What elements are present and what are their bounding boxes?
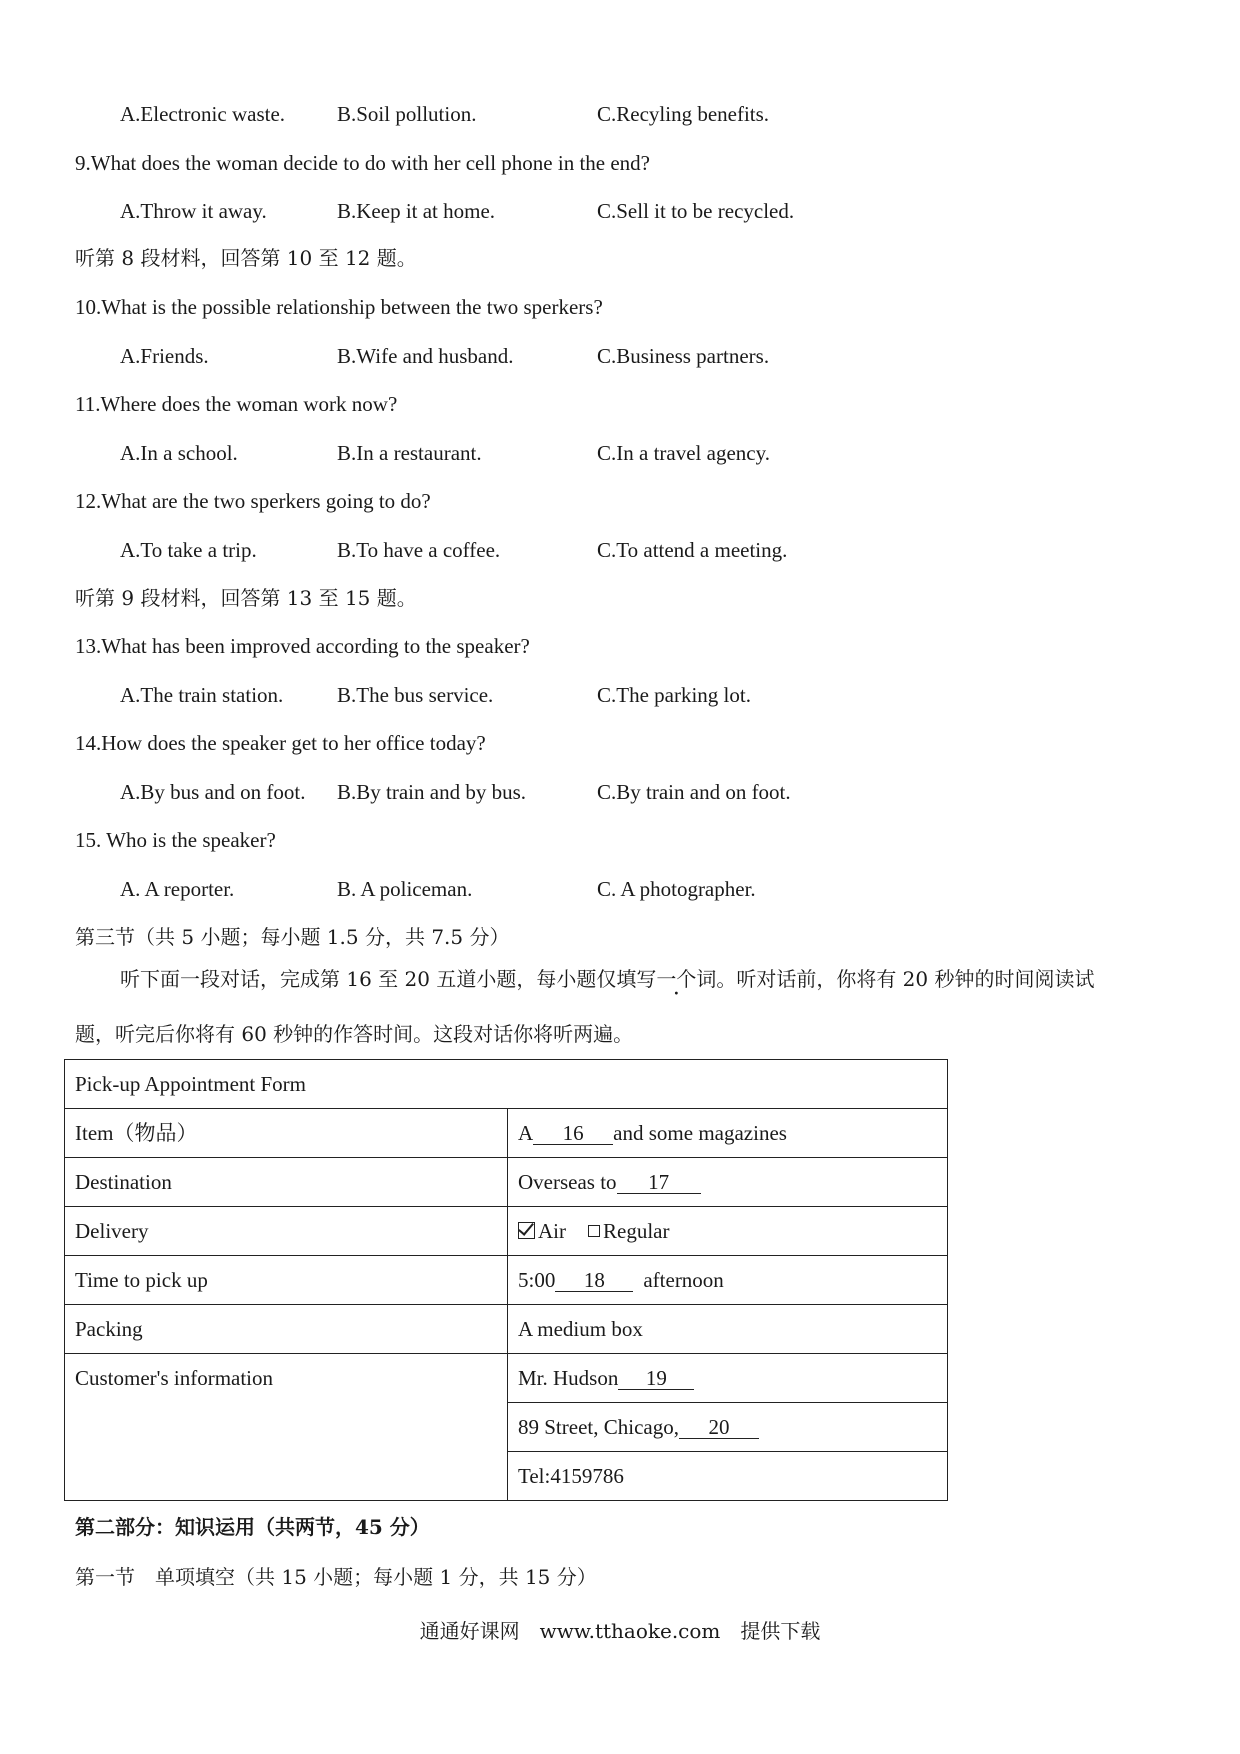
q8-option-c: C.Recyling benefits. bbox=[597, 102, 770, 126]
delivery-air: Air bbox=[538, 1219, 566, 1243]
part2-section1-heading: 第一节 单项填空（共 15 小题；每小题 1 分，共 15 分） bbox=[75, 1565, 597, 1589]
form-row-time bbox=[65, 1256, 948, 1305]
q14-option-b: B.By train and by bus. bbox=[337, 780, 526, 804]
q15-option-b: B. A policeman. bbox=[337, 877, 473, 901]
q14-option-a: A.By bus and on foot. bbox=[120, 780, 306, 804]
item-value bbox=[508, 1109, 948, 1158]
packing-label: Packing bbox=[65, 1305, 508, 1354]
item-post: and some magazines bbox=[613, 1121, 787, 1145]
form-title: Pick-up Appointment Form bbox=[65, 1060, 948, 1109]
q10-option-a: A.Friends. bbox=[120, 344, 209, 368]
customer-label: Customer's information bbox=[65, 1354, 508, 1501]
q9-option-c: C.Sell it to be recycled. bbox=[597, 199, 795, 223]
q11-question: 11.Where does the woman work now? bbox=[75, 392, 398, 416]
blank-18[interactable]: 18 bbox=[555, 1269, 633, 1292]
q8-option-a: A.Electronic waste. bbox=[120, 102, 286, 126]
form-row-item bbox=[65, 1109, 948, 1158]
delivery-value bbox=[508, 1207, 948, 1256]
form-row-customer-name bbox=[65, 1354, 948, 1403]
customer-address-pre: 89 Street, Chicago, bbox=[518, 1415, 679, 1439]
customer-tel-value: Tel:4159786 bbox=[508, 1452, 948, 1501]
delivery-regular: Regular bbox=[603, 1219, 670, 1243]
q9-question: 9.What does the woman decide to do with her cell phone in the end? bbox=[75, 151, 650, 175]
q10-options bbox=[120, 342, 1020, 370]
customer-address-value bbox=[508, 1403, 948, 1452]
q14-options bbox=[120, 778, 1020, 806]
regular-checkbox-icon[interactable] bbox=[588, 1225, 600, 1237]
q12-option-b: B.To have a coffee. bbox=[337, 538, 501, 562]
section3-instr-dotted: 一个 bbox=[656, 967, 697, 991]
destination-value bbox=[508, 1158, 948, 1207]
section3-instr-b: 词。听对话前，你将有 20 秒钟的时间阅读试 bbox=[696, 967, 1095, 991]
destination-pre: Overseas to bbox=[518, 1170, 617, 1194]
form-row-destination bbox=[65, 1158, 948, 1207]
blank-16[interactable]: 16 bbox=[533, 1122, 613, 1145]
q13-option-b: B.The bus service. bbox=[337, 683, 494, 707]
q9-option-a: A.Throw it away. bbox=[120, 199, 267, 223]
time-label: Time to pick up bbox=[65, 1256, 508, 1305]
section3-heading: 第三节（共 5 小题；每小题 1.5 分，共 7.5 分） bbox=[75, 925, 510, 949]
packing-value: A medium box bbox=[508, 1305, 948, 1354]
q11-options bbox=[120, 439, 1020, 467]
form-row-delivery bbox=[65, 1207, 948, 1256]
time-pre: 5:00 bbox=[518, 1268, 556, 1292]
q13-option-a: A.The train station. bbox=[120, 683, 284, 707]
form-title-row bbox=[65, 1060, 948, 1109]
q12-option-c: C.To attend a meeting. bbox=[597, 538, 788, 562]
q8-option-b: B.Soil pollution. bbox=[337, 102, 477, 126]
section3-instr-a: 听下面一段对话，完成第 16 至 20 五道小题，每小题仅填写 bbox=[120, 967, 657, 991]
section3-instruction-line2: 题，听完后你将有 60 秒钟的作答时间。这段对话你将听两遍。 bbox=[75, 1022, 634, 1046]
q11-option-a: A.In a school. bbox=[120, 441, 238, 465]
q13-question: 13.What has been improved according to the speaker? bbox=[75, 634, 530, 658]
delivery-label: Delivery bbox=[65, 1207, 508, 1256]
item-label: Item（物品） bbox=[65, 1109, 508, 1158]
pickup-form-table bbox=[64, 1059, 948, 1501]
part2-heading: 第二部分：知识运用（共两节，45 分） bbox=[75, 1515, 430, 1539]
q8-options bbox=[120, 100, 1020, 128]
q12-question: 12.What are the two sperkers going to do? bbox=[75, 489, 431, 513]
q11-option-b: B.In a restaurant. bbox=[337, 441, 482, 465]
time-post: afternoon bbox=[643, 1268, 724, 1292]
q13-options bbox=[120, 681, 1020, 709]
q11-option-c: C.In a travel agency. bbox=[597, 441, 770, 465]
q15-options bbox=[120, 875, 1020, 903]
q10-option-c: C.Business partners. bbox=[597, 344, 770, 368]
q14-question: 14.How does the speaker get to her office today? bbox=[75, 731, 486, 755]
q9-option-b: B.Keep it at home. bbox=[337, 199, 496, 223]
section8-intro: 听第 8 段材料，回答第 10 至 12 题。 bbox=[75, 246, 417, 270]
blank-19[interactable]: 19 bbox=[618, 1367, 694, 1390]
customer-name-value bbox=[508, 1354, 948, 1403]
q15-question: 15. Who is the speaker? bbox=[75, 828, 276, 852]
q12-options bbox=[120, 536, 1020, 564]
blank-17[interactable]: 17 bbox=[617, 1171, 701, 1194]
item-pre: A bbox=[518, 1121, 534, 1145]
section9-intro: 听第 9 段材料，回答第 13 至 15 题。 bbox=[75, 586, 417, 610]
time-value bbox=[508, 1256, 948, 1305]
air-checkbox-icon[interactable] bbox=[518, 1222, 535, 1239]
customer-name-pre: Mr. Hudson bbox=[518, 1366, 619, 1390]
q13-option-c: C.The parking lot. bbox=[597, 683, 751, 707]
q14-option-c: C.By train and on foot. bbox=[597, 780, 791, 804]
q10-option-b: B.Wife and husband. bbox=[337, 344, 514, 368]
destination-label: Destination bbox=[65, 1158, 508, 1207]
q9-options bbox=[120, 197, 1020, 225]
q12-option-a: A.To take a trip. bbox=[120, 538, 257, 562]
section3-instruction-line1 bbox=[120, 965, 1095, 993]
q10-question: 10.What is the possible relationship between the two sperkers? bbox=[75, 295, 603, 319]
form-row-packing bbox=[65, 1305, 948, 1354]
q15-option-c: C. A photographer. bbox=[597, 877, 756, 901]
page-footer: 通通好课网 www.tthaoke.com 提供下载 bbox=[419, 1619, 821, 1643]
q15-option-a: A. A reporter. bbox=[120, 877, 235, 901]
blank-20[interactable]: 20 bbox=[679, 1416, 759, 1439]
